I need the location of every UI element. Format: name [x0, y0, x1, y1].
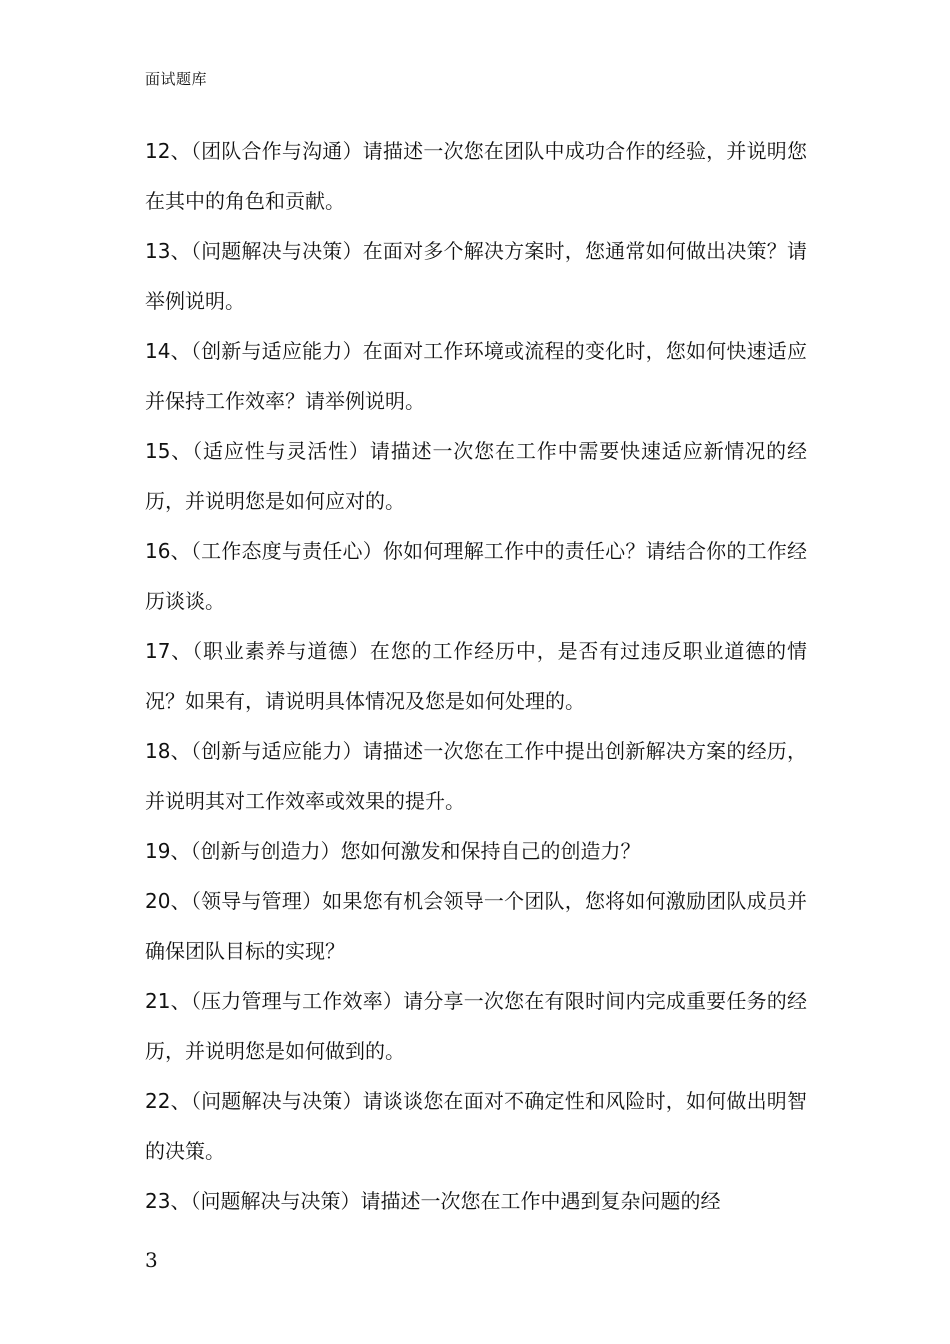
list-item: 23、（问题解决与决策）请描述一次您在工作中遇到复杂问题的经: [145, 1189, 721, 1213]
list-item: 16、（工作态度与责任心）你如何理解工作中的责任心？请结合你的工作经历谈谈。: [145, 539, 807, 613]
list-item: 18、（创新与适应能力）请描述一次您在工作中提出创新解决方案的经历，并说明其对工作效率或效果的提升。: [145, 739, 807, 813]
page-number: 3: [145, 1248, 158, 1272]
question-list: [145, 126, 807, 1226]
list-item: 14、（创新与适应能力）在面对工作环境或流程的变化时，您如何快速适应并保持工作效率？请举例说明。: [145, 339, 807, 413]
list-item: 22、（问题解决与决策）请谈谈您在面对不确定性和风险时，如何做出明智的决策。: [145, 1089, 807, 1163]
list-item: 19、（创新与创造力）您如何激发和保持自己的创造力？: [145, 839, 641, 863]
list-item: 12、（团队合作与沟通）请描述一次您在团队中成功合作的经验，并说明您在其中的角色和贡献。: [145, 139, 807, 213]
list-item: 15、（适应性与灵活性）请描述一次您在工作中需要快速适应新情况的经历，并说明您是如何应对的。: [145, 439, 807, 513]
page-header: 面试题库: [145, 70, 208, 88]
list-item: 20、（领导与管理）如果您有机会领导一个团队，您将如何激励团队成员并确保团队目标的实现？: [145, 889, 807, 963]
list-item: 17、（职业素养与道德）在您的工作经历中，是否有过违反职业道德的情况？如果有，请说明具体情况及您是如何处理的。: [145, 639, 807, 713]
list-item: 21、（压力管理与工作效率）请分享一次您在有限时间内完成重要任务的经历，并说明您是如何做到的。: [145, 989, 807, 1063]
list-item: 13、（问题解决与决策）在面对多个解决方案时，您通常如何做出决策？请举例说明。: [145, 239, 807, 313]
